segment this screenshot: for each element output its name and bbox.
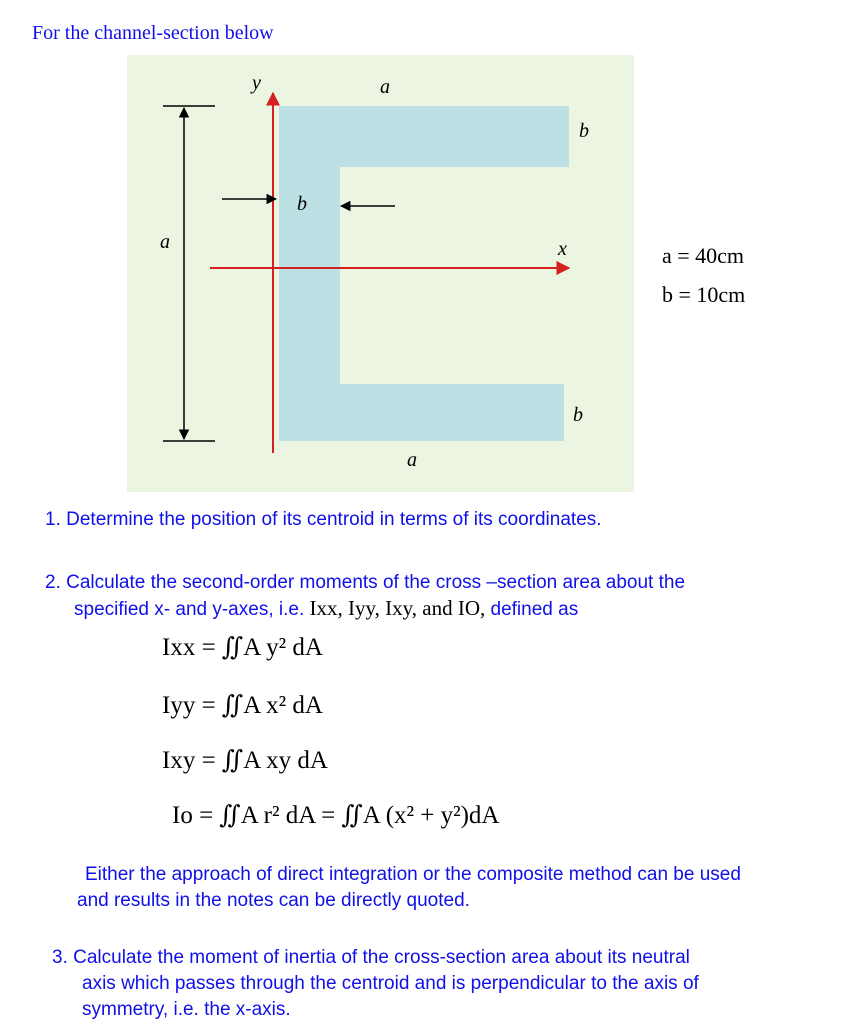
task-2-line-2 bbox=[74, 596, 578, 622]
top-width-label: a bbox=[380, 76, 390, 98]
y-axis-label: y bbox=[252, 72, 261, 94]
equation-ixx: Ixx = ∬A y² dA bbox=[162, 634, 323, 661]
task-3-line-2: axis which passes through the centroid and is perpendicular to the axis of bbox=[82, 973, 699, 994]
note-line-1: Either the approach of direct integration or the composite method can be used bbox=[85, 864, 741, 885]
intro-text: For the channel-section below bbox=[32, 22, 274, 44]
equation-ixy: Ixy = ∬A xy dA bbox=[162, 747, 328, 774]
task-2-pre: specified x- and y-axes, i.e. bbox=[74, 599, 305, 620]
task-2-moments: Ixx, Iyy, Ixy, and IO, bbox=[309, 596, 486, 620]
bottom-width-label: a bbox=[407, 449, 417, 471]
task-2-post: defined as bbox=[490, 599, 579, 620]
note-line-2: and results in the notes can be directly quoted. bbox=[77, 890, 470, 911]
task-2-line-1: 2. Calculate the second-order moments of the cross –section area about the bbox=[45, 572, 686, 593]
given-a: a = 40cm bbox=[662, 243, 745, 268]
channel-shape bbox=[279, 106, 569, 441]
given-b: b = 10cm bbox=[662, 282, 746, 307]
task-1: 1. Determine the position of its centroid in terms of its coordinates. bbox=[45, 509, 602, 530]
channel-section-drawing bbox=[127, 55, 634, 492]
top-flange-label: b bbox=[579, 120, 589, 142]
channel-section-figure bbox=[127, 55, 634, 492]
x-axis-label: x bbox=[558, 238, 567, 260]
task-3-line-3: symmetry, i.e. the x-axis. bbox=[82, 999, 291, 1020]
web-thickness-label: b bbox=[297, 193, 307, 215]
equation-io: Io = ∬A r² dA = ∬A (x² + y²)dA bbox=[172, 802, 500, 829]
equation-iyy: Iyy = ∬A x² dA bbox=[162, 692, 323, 719]
bottom-flange-label: b bbox=[573, 404, 583, 426]
height-label: a bbox=[160, 231, 170, 253]
task-3-line-1: 3. Calculate the moment of inertia of the cross-section area about its neutral bbox=[52, 947, 690, 968]
